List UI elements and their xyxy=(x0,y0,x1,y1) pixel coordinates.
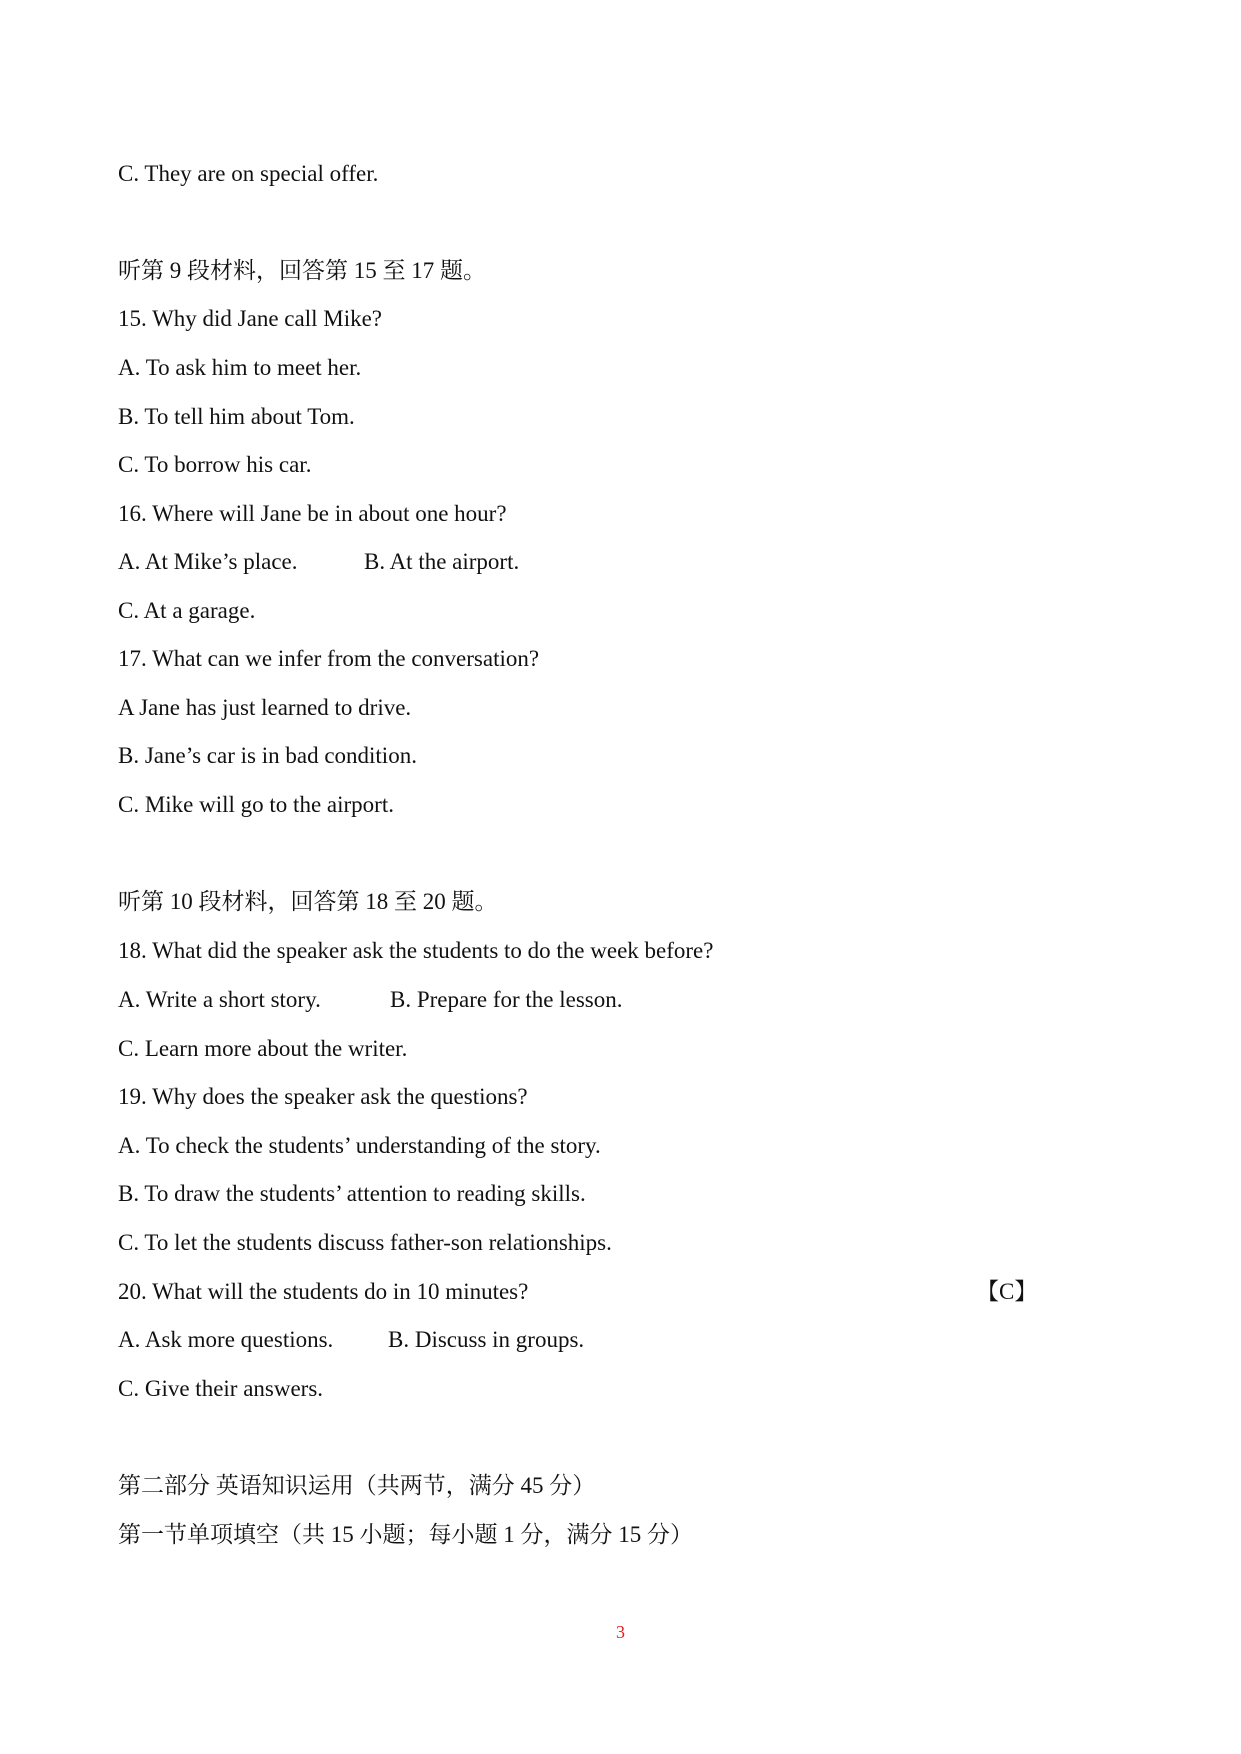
answer-mark: 【C】 xyxy=(976,1279,1038,1304)
q18-option-a: A. Write a short story. xyxy=(118,987,321,1012)
q14-option-c: C. They are on special offer. xyxy=(118,161,379,186)
question-19: 19. Why does the speaker ask the questions? xyxy=(118,1084,528,1109)
q18-option-c: C. Learn more about the writer. xyxy=(118,1036,408,1061)
q17-option-a: A Jane has just learned to drive. xyxy=(118,695,412,720)
part-two-section-one-heading: 第一节单项填空（共 15 小题；每小题 1 分，满分 15 分） xyxy=(118,1522,693,1547)
q20-option-c: C. Give their answers. xyxy=(118,1376,324,1401)
part-two-heading: 第二部分 英语知识运用（共两节，满分 45 分） xyxy=(118,1473,596,1498)
q20-options-row xyxy=(118,1325,585,1355)
q15-option-b: B. To tell him about Tom. xyxy=(118,404,355,429)
q19-option-b: B. To draw the students’ attention to reading skills. xyxy=(118,1181,586,1206)
question-18: 18. What did the speaker ask the students to do the week before? xyxy=(118,938,714,963)
q16-option-b: B. At the airport. xyxy=(364,549,520,574)
q20-option-b: B. Discuss in groups. xyxy=(388,1327,585,1352)
q16-option-a: A. At Mike’s place. xyxy=(118,549,298,574)
q20-option-a: A. Ask more questions. xyxy=(118,1327,334,1352)
page-number: 3 xyxy=(616,1622,625,1642)
q18-options-row xyxy=(118,985,623,1015)
q17-option-c: C. Mike will go to the airport. xyxy=(118,792,394,817)
q16-option-c: C. At a garage. xyxy=(118,598,256,623)
question-16: 16. Where will Jane be in about one hour? xyxy=(118,501,507,526)
q16-options-row xyxy=(118,547,520,577)
question-20: 20. What will the students do in 10 minutes? xyxy=(118,1279,529,1304)
q19-option-a: A. To check the students’ understanding of the story. xyxy=(118,1133,601,1158)
q19-option-c: C. To let the students discuss father-son relationships. xyxy=(118,1230,612,1255)
q15-option-c: C. To borrow his car. xyxy=(118,452,312,477)
question-17: 17. What can we infer from the conversation? xyxy=(118,646,540,671)
question-15: 15. Why did Jane call Mike? xyxy=(118,306,383,331)
q18-option-b: B. Prepare for the lesson. xyxy=(390,987,623,1012)
q15-option-a: A. To ask him to meet her. xyxy=(118,355,362,380)
section-heading-9: 听第 9 段材料，回答第 15 至 17 题。 xyxy=(118,258,486,283)
section-heading-10: 听第 10 段材料，回答第 18 至 20 题。 xyxy=(118,889,498,914)
q17-option-b: B. Jane’s car is in bad condition. xyxy=(118,743,417,768)
